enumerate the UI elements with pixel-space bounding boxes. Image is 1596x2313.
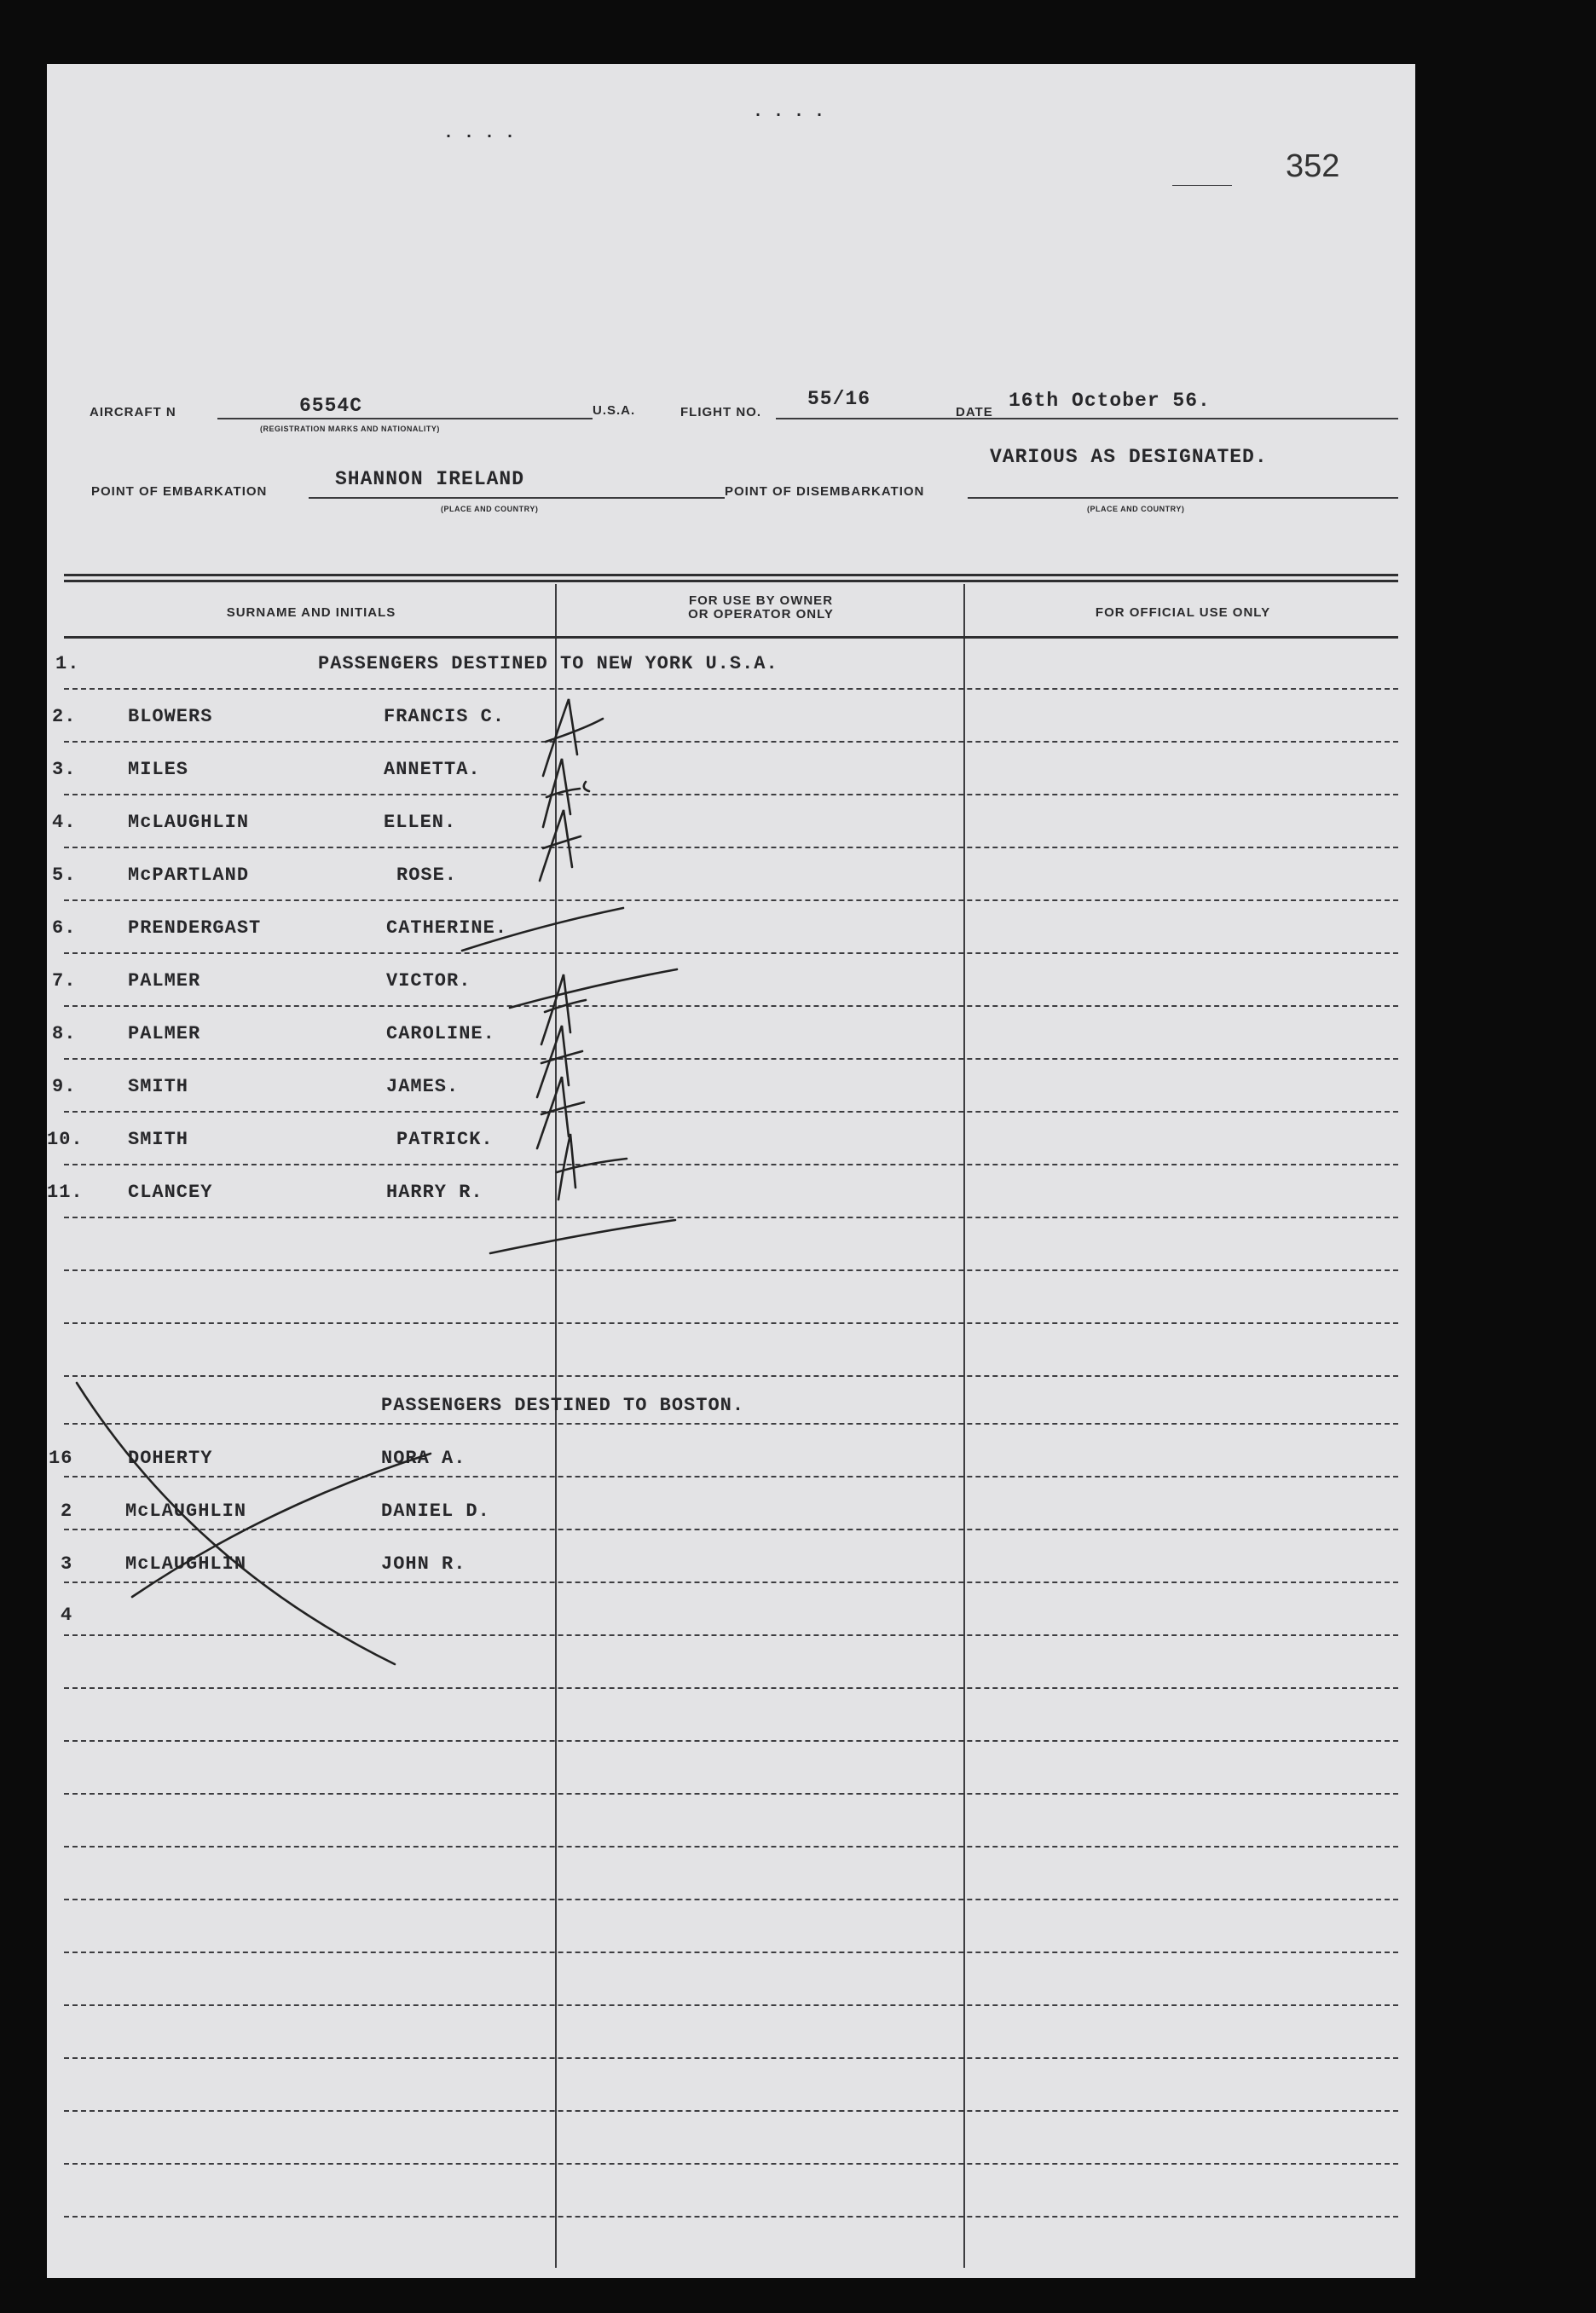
passenger-surname: McLAUGHLIN: [125, 1501, 247, 1522]
passenger-given-name: FRANCIS C.: [384, 706, 506, 727]
passenger-surname: PALMER: [128, 1023, 201, 1044]
column-header-official: FOR OFFICIAL USE ONLY: [1095, 605, 1271, 620]
passenger-given-name: CAROLINE.: [386, 1023, 495, 1044]
row-rule: [64, 1899, 1398, 1900]
row-rule: [64, 1058, 1398, 1060]
row-rule: [64, 1793, 1398, 1795]
disembarkation-label: POINT OF DISEMBARKATION: [725, 484, 925, 499]
column-header-owner-line2: OR OPERATOR ONLY: [688, 607, 834, 622]
aircraft-caption: (REGISTRATION MARKS AND NATIONALITY): [260, 425, 440, 433]
row-rule: [64, 1322, 1398, 1324]
page-number: 352: [1286, 148, 1340, 184]
aircraft-label: AIRCRAFT N: [90, 405, 176, 419]
handwritten-stroke: [510, 969, 677, 1008]
column-header-owner-line1: FOR USE BY OWNER: [688, 593, 834, 608]
disembarkation-value: VARIOUS AS DESIGNATED.: [990, 446, 1268, 468]
row-rule: [64, 1740, 1398, 1742]
manifest-page: [47, 64, 1415, 2278]
aircraft-value: 6554C: [299, 395, 363, 417]
column-header-owner: [558, 594, 963, 622]
passenger-surname: McLAUGHLIN: [125, 1553, 247, 1575]
stray-marks: . . . .: [753, 102, 825, 122]
disembarkation-caption: (PLACE AND COUNTRY): [1087, 505, 1185, 513]
row-rule: [64, 1582, 1398, 1583]
passenger-number: 4: [61, 1605, 73, 1626]
passenger-given-name: ROSE.: [396, 864, 458, 886]
row-rule: [64, 952, 1398, 954]
nationality: U.S.A.: [593, 403, 636, 418]
passenger-given-name: CATHERINE.: [386, 917, 508, 939]
row-rule: [64, 1269, 1398, 1271]
passenger-surname: BLOWERS: [128, 706, 213, 727]
passenger-surname: MILES: [128, 759, 189, 780]
table-top-rule: [64, 580, 1398, 582]
row-rule: [64, 847, 1398, 848]
date-underline: [1002, 418, 1398, 419]
passenger-number: 3.: [52, 759, 77, 780]
row-rule: [64, 2057, 1398, 2059]
handwritten-a-mark: [557, 1134, 627, 1200]
date-value: 16th October 56.: [1009, 390, 1211, 412]
column-header-surname: SURNAME AND INITIALS: [226, 605, 396, 620]
column-divider: [555, 584, 557, 2268]
embarkation-caption: (PLACE AND COUNTRY): [441, 505, 539, 513]
passenger-number: 3: [61, 1553, 73, 1575]
row-rule: [64, 1529, 1398, 1530]
passenger-surname: McLAUGHLIN: [128, 812, 250, 833]
passenger-number: 10.: [47, 1129, 84, 1150]
section-heading-boston: PASSENGERS DESTINED TO BOSTON.: [381, 1395, 745, 1416]
row-rule: [64, 1164, 1398, 1165]
row-rule: [64, 1634, 1398, 1636]
handwritten-a-mark: [543, 759, 589, 827]
row-rule: [64, 2110, 1398, 2112]
passenger-given-name: ANNETTA.: [384, 759, 481, 780]
passenger-number: 7.: [52, 970, 77, 992]
passenger-given-name: VICTOR.: [386, 970, 471, 992]
page-number-rule: [1172, 185, 1232, 186]
row-rule: [64, 1687, 1398, 1689]
handwritten-a-mark: [540, 810, 581, 881]
passenger-number: 9.: [52, 1076, 77, 1097]
table-top-rule: [64, 574, 1398, 576]
passenger-given-name: PATRICK.: [396, 1129, 494, 1150]
passenger-surname: PALMER: [128, 970, 201, 992]
row-rule: [64, 1846, 1398, 1848]
section-heading-new-york: PASSENGERS DESTINED TO NEW YORK U.S.A.: [318, 653, 778, 674]
passenger-given-name: JOHN R.: [381, 1553, 466, 1575]
handwritten-a-mark: [537, 1026, 582, 1097]
row-rule: [64, 794, 1398, 795]
row-rule: [64, 636, 1398, 639]
disembarkation-underline: [968, 497, 1398, 499]
passenger-surname: SMITH: [128, 1129, 189, 1150]
flight-label: FLIGHT NO.: [680, 405, 761, 419]
passenger-surname: SMITH: [128, 1076, 189, 1097]
row-rule: [64, 2216, 1398, 2218]
row-rule: [64, 1952, 1398, 1953]
row-rule: [64, 1476, 1398, 1477]
passenger-surname: PRENDERGAST: [128, 917, 262, 939]
row-rule: [64, 2163, 1398, 2165]
embarkation-value: SHANNON IRELAND: [335, 468, 525, 490]
handwritten-stroke: [490, 1220, 675, 1253]
passenger-number: 8.: [52, 1023, 77, 1044]
flight-value: 55/16: [807, 388, 871, 410]
passenger-number: 11.: [47, 1182, 84, 1203]
passenger-number: 4.: [52, 812, 77, 833]
embarkation-label: POINT OF EMBARKATION: [91, 484, 268, 499]
passenger-number: 2.: [52, 706, 77, 727]
passenger-given-name: JAMES.: [386, 1076, 460, 1097]
row-rule: [64, 688, 1398, 690]
row-rule: [64, 2004, 1398, 2006]
passenger-surname: DOHERTY: [128, 1448, 213, 1469]
passenger-number: 2: [61, 1501, 73, 1522]
handwritten-a-mark: [543, 699, 603, 776]
passenger-number: 6.: [52, 917, 77, 939]
column-divider: [963, 584, 965, 2268]
handwritten-a-mark: [541, 974, 586, 1044]
embarkation-underline: [309, 497, 725, 499]
handwritten-a-mark: [537, 1077, 584, 1148]
passenger-given-name: DANIEL D.: [381, 1501, 490, 1522]
section-number: 1.: [55, 653, 80, 674]
row-rule: [64, 1005, 1398, 1007]
row-rule: [64, 899, 1398, 901]
aircraft-underline: [217, 418, 593, 419]
passenger-given-name: NORA A.: [381, 1448, 466, 1469]
passenger-number: 16: [49, 1448, 73, 1469]
row-rule: [64, 741, 1398, 743]
date-label: DATE: [956, 405, 993, 419]
passenger-surname: McPARTLAND: [128, 864, 250, 886]
handwritten-strike: [77, 1383, 395, 1664]
row-rule: [64, 1111, 1398, 1113]
stray-marks: . . . .: [443, 124, 516, 143]
row-rule: [64, 1217, 1398, 1218]
passenger-given-name: ELLEN.: [384, 812, 457, 833]
passenger-surname: CLANCEY: [128, 1182, 213, 1203]
passenger-given-name: HARRY R.: [386, 1182, 483, 1203]
row-rule: [64, 1423, 1398, 1425]
passenger-number: 5.: [52, 864, 77, 886]
row-rule: [64, 1375, 1398, 1377]
